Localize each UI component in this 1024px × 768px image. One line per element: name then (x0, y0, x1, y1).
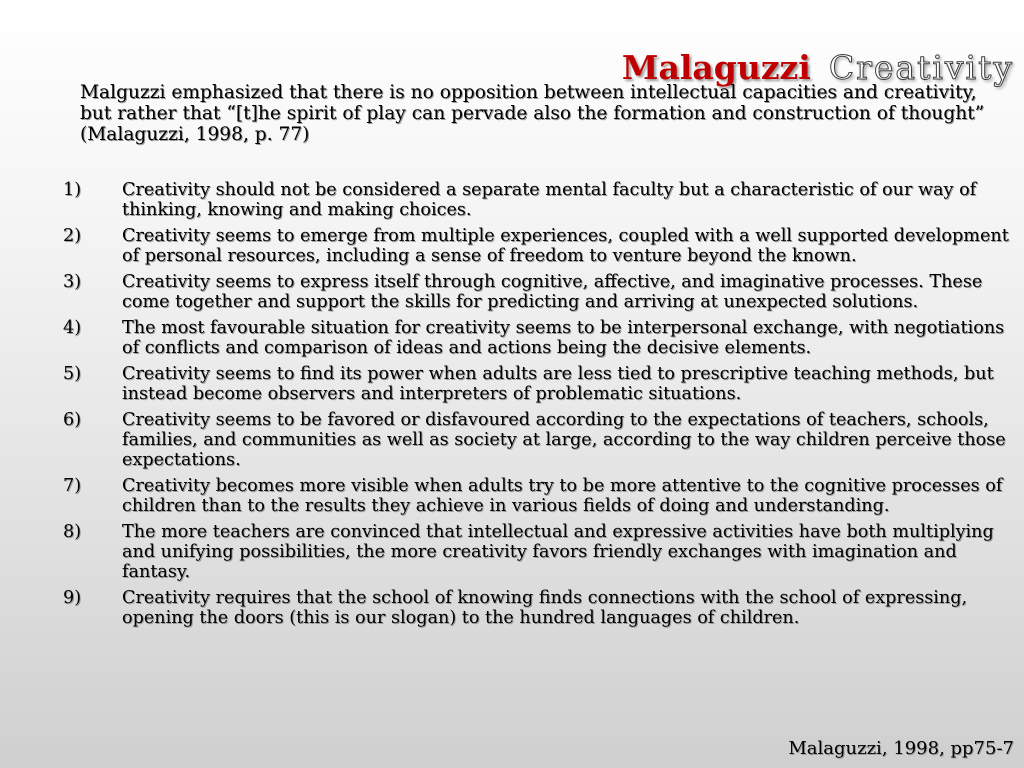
citation: Malaguzzi, 1998, pp75-7 (788, 738, 1014, 759)
list-item (0, 226, 1010, 266)
list-item (0, 180, 1010, 220)
title-subject: Creativity (828, 48, 1014, 87)
item-text: Creativity seems to emerge from multiple experiences, coupled with a well supported development of personal resources, including a sense of freedom to venture beyond the known. (122, 226, 1009, 266)
item-number: 4) (63, 318, 82, 338)
list-item (0, 410, 1010, 470)
list-item (0, 588, 1010, 628)
item-number: 5) (63, 364, 82, 384)
list-item (0, 364, 1010, 404)
item-number: 2) (63, 226, 82, 246)
title-name: Malaguzzi (621, 48, 811, 87)
item-text: The more teachers are convinced that intellectual and expressive activities have both multiplying and unifying possibilities, the more creativity favors friendly exchanges with imagination and fantasy. (122, 522, 994, 582)
item-text: Creativity becomes more visible when adults try to be more attentive to the cognitive processes of children than to the results they achieve in various fields of doing and understanding. (122, 476, 1003, 516)
item-number: 6) (63, 410, 82, 430)
item-number: 3) (63, 272, 82, 292)
list-item (0, 476, 1010, 516)
item-text: Creativity seems to express itself through cognitive, affective, and imaginative processes. These come together and support the skills for predicting and arriving at unexpected solutions. (122, 272, 983, 312)
item-number: 9) (63, 588, 82, 608)
list-item (0, 272, 1010, 312)
item-text: Creativity requires that the school of knowing finds connections with the school of expressing, opening the doors (this is our slogan) to the hundred languages of children. (122, 588, 968, 628)
item-text: The most favourable situation for creativity seems to be interpersonal exchange, with negotiations of conflicts and comparison of ideas and actions being the decisive elements. (122, 318, 1005, 358)
item-number: 1) (63, 180, 82, 200)
item-number: 8) (63, 522, 82, 542)
item-text: Creativity seems to be favored or disfavoured according to the expectations of teachers, schools, families, and communities as well as society at large, according to the way children perceive those expectations. (122, 410, 1006, 470)
list-item (0, 318, 1010, 358)
item-number: 7) (63, 476, 82, 496)
intro-quote: Malguzzi emphasized that there is no opposition between intellectual capacities and creativity, but rather that “[t]he spirit of play can pervade also the formation and construction of thought” (Malaguzzi, 1998, p. 77) (80, 82, 985, 145)
item-text: Creativity should not be considered a separate mental faculty but a characteristic of our way of thinking, knowing and making choices. (122, 180, 977, 220)
creativity-points-list (0, 180, 1010, 634)
item-text: Creativity seems to find its power when adults are less tied to prescriptive teaching methods, but instead become observers and interpreters of problematic situations. (122, 364, 994, 404)
list-item (0, 522, 1010, 582)
